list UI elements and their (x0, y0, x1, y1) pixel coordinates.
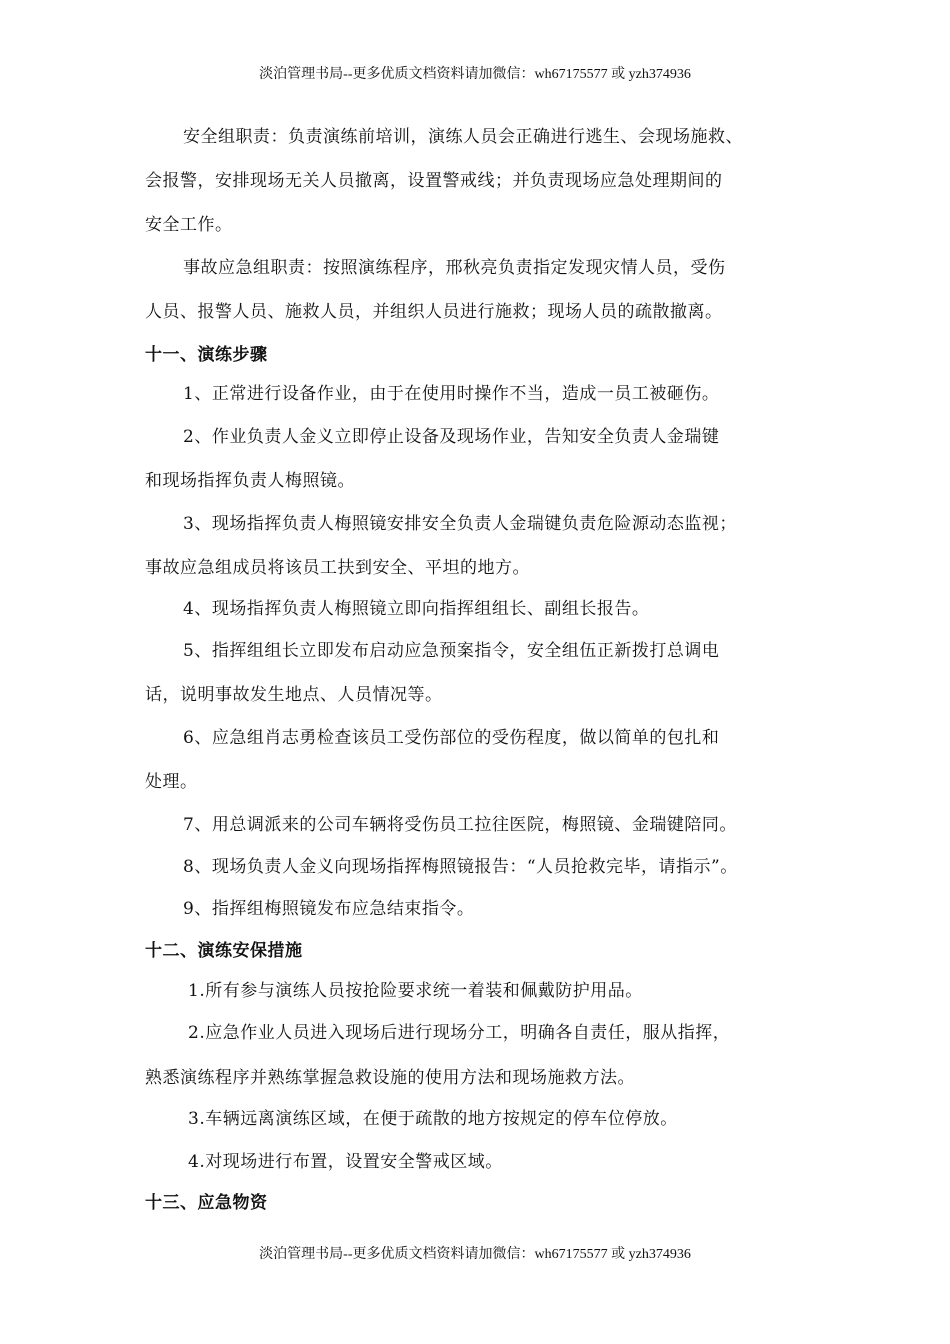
text-line: 安全工作。 (145, 215, 233, 235)
text-line: 8、现场负责人金义向现场指挥梅照镜报告：“人员抢救完毕，请指示”。 (183, 857, 738, 877)
text-line: 熟悉演练程序并熟练掌握急救设施的使用方法和现场施救方法。 (145, 1068, 635, 1088)
text-line: 2.应急作业人员进入现场后进行现场分工，明确各自责任，服从指挥， (188, 1023, 731, 1043)
text-line: 2、作业负责人金义立即停止设备及现场作业，告知安全负责人金瑞键 (183, 427, 720, 447)
text-line: 7、用总调派来的公司车辆将受伤员工拉往医院，梅照镜、金瑞键陪同。 (183, 815, 737, 835)
section-heading: 十二、演练安保措施 (145, 941, 303, 961)
text-line: 4.对现场进行布置，设置安全警戒区域。 (188, 1152, 503, 1172)
text-line: 6、应急组肖志勇检查该员工受伤部位的受伤程度，做以简单的包扎和 (183, 728, 720, 748)
text-line: 4、现场指挥负责人梅照镜立即向指挥组组长、副组长报告。 (183, 599, 650, 619)
section-heading: 十三、应急物资 (145, 1193, 268, 1213)
page-footer: 淡泊管理书局--更多优质文档资料请加微信：wh67175577 或 yzh374936 (259, 1247, 691, 1262)
text-line: 1、正常进行设备作业，由于在使用时操作不当，造成一员工被砸伤。 (183, 384, 720, 404)
text-line: 话，说明事故发生地点、人员情况等。 (145, 685, 443, 705)
text-line: 3、现场指挥负责人梅照镜安排安全负责人金瑞键负责危险源动态监视； (183, 514, 737, 534)
text-line: 事故应急组成员将该员工扶到安全、平坦的地方。 (145, 558, 530, 578)
page-header: 淡泊管理书局--更多优质文档资料请加微信：wh67175577 或 yzh374936 (259, 67, 691, 82)
text-line: 1.所有参与演练人员按抢险要求统一着装和佩戴防护用品。 (188, 981, 643, 1001)
text-line: 会报警，安排现场无关人员撤离，设置警戒线；并负责现场应急处理期间的 (145, 171, 723, 191)
text-line: 9、指挥组梅照镜发布应急结束指令。 (183, 899, 475, 919)
text-line: 安全组职责：负责演练前培训，演练人员会正确进行逃生、会现场施救、 (183, 127, 743, 147)
text-line: 人员、报警人员、施救人员，并组织人员进行施救；现场人员的疏散撤离。 (145, 302, 723, 322)
text-line: 和现场指挥负责人梅照镜。 (145, 471, 355, 491)
section-heading: 十一、演练步骤 (145, 345, 268, 365)
text-line: 事故应急组职责：按照演练程序，邢秋亮负责指定发现灾情人员，受伤 (183, 258, 726, 278)
text-line: 处理。 (145, 772, 198, 792)
text-line: 5、指挥组组长立即发布启动应急预案指令，安全组伍正新拨打总调电 (183, 641, 720, 661)
text-line: 3.车辆远离演练区域，在便于疏散的地方按规定的停车位停放。 (188, 1109, 678, 1129)
